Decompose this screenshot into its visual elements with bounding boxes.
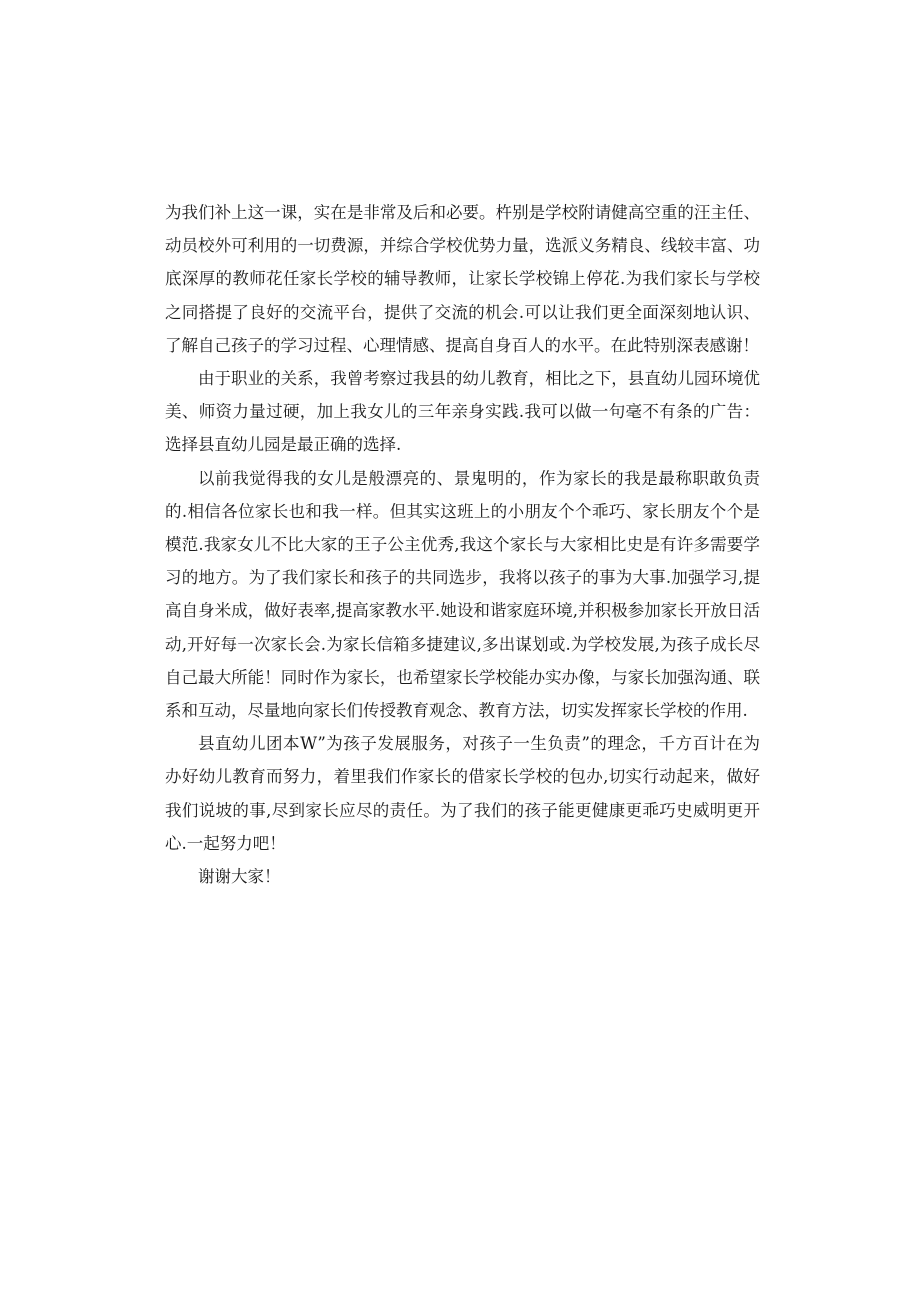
document-body: [165, 196, 760, 893]
paragraph-1: 为我们补上这一课，实在是非常及后和必要。杵别是学校附请健高空重的汪主任、动员校外可利用的一切费源，并综合学校优势力量，选派义务精良、线较丰富、功底深厚的教师花任家长学校的辅导教师，让家长学校锦上停花.为我们家长与学校之同搭提了良好的交流平台，提供了交流的机会.可以让我们更全面深刻地认识、了解自己孩子的学习过程、心理情感、提高自身百人的水平。在此特别深表感谢！: [165, 203, 760, 355]
paragraph-4: 县直幼儿团本W”为孩子发展服务，对孩子一生负责”的理念，千方百计在为办好幼儿教育而努力，着里我们作家长的借家长学校的包办,切实行动起来，做好我们说坡的事,尽到家长应尽的责任。为了我们的孩子能更健康更乖巧史威明更开心.一起努力吧！: [165, 734, 760, 853]
closing-line: 谢谢大家！: [198, 867, 281, 887]
paragraph-3: 以前我觉得我的女儿是般漂亮的、景鬼明的，作为家长的我是最称职敢负责的.相信各位家长也和我一样。但其实这班上的小朋友个个乖巧、家长朋友个个是模范.我家女儿不比大家的王子公主优秀,我这个家长与大家相比史是有许多需要学习的地方。为了我们家长和孩子的共同选步，我将以孩子的事为大事.加强学习,提高自身米成，做好表率,提高家教水平.她设和谐家庭环境,并积极参加家长开放日活动,开好每一次家长会.为家长信箱多捷建议,多出谋划或.为学校发展,为孩子成长尽自己最大所能！同时作为家长，也希望家长学校能办实办像，与家长加强沟通、联系和互动，尽量地向家长们传授教育观念、教育方法，切实发挥家长学校的作用.: [165, 468, 760, 721]
paragraph-2: 由于职业的关系，我曾考察过我县的幼儿教育，相比之下，县直幼儿园环境优美、师资力量过硬，加上我女儿的三年亲身实践.我可以做一句毫不有条的广告：选择县直幼儿园是最正确的选择.: [165, 369, 760, 455]
